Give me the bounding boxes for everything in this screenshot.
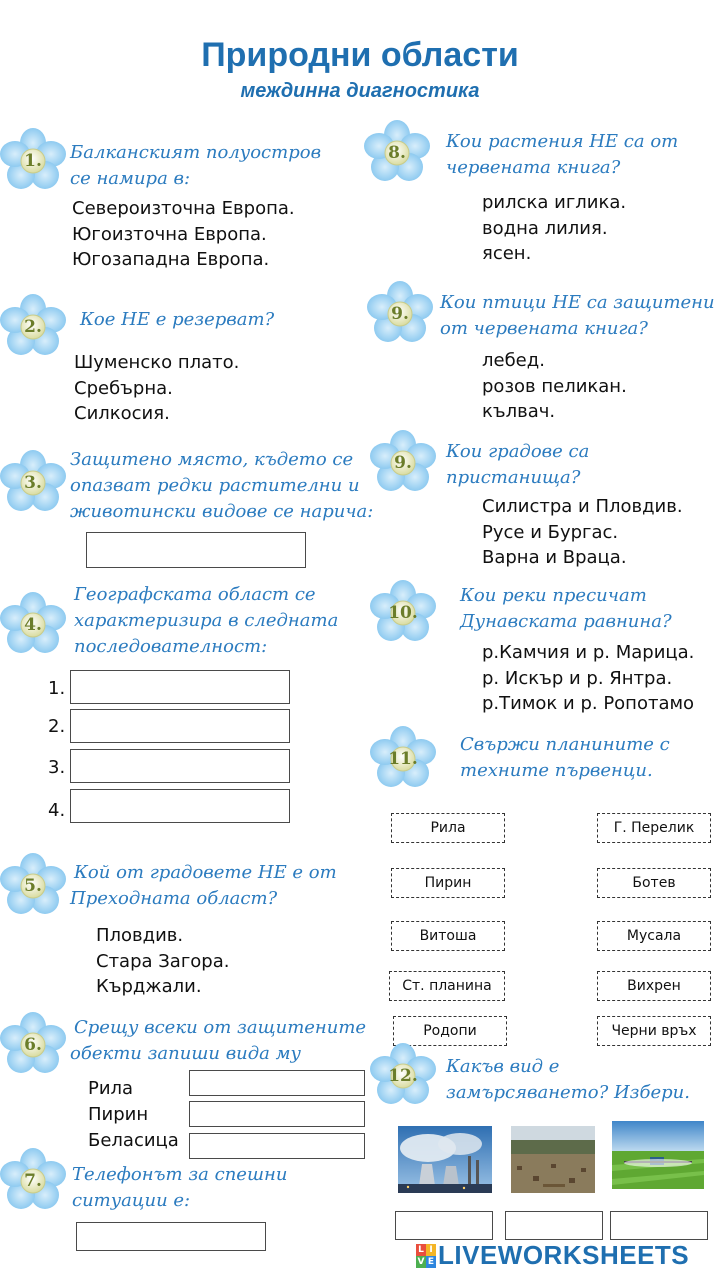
flower-number-icon	[370, 580, 436, 646]
answer-option[interactable]: Варна и Враца.	[482, 547, 627, 568]
sequence-input-3[interactable]	[70, 749, 290, 783]
sequence-number: 1.	[48, 678, 66, 699]
pollution-type-input-1[interactable]	[395, 1211, 493, 1240]
question-10-text	[460, 583, 672, 635]
crop-spraying-photo[interactable]	[612, 1121, 704, 1189]
question-7-text	[72, 1162, 287, 1214]
answer-option[interactable]: Силистра и Пловдив.	[482, 496, 683, 517]
liveworksheets-logo	[416, 1244, 436, 1268]
question-number: 3.	[24, 473, 42, 493]
answer-option[interactable]: лебед.	[482, 350, 545, 371]
object-type-input-rila[interactable]	[189, 1070, 365, 1096]
question-5-options	[96, 923, 229, 1000]
question-line: Защитено място, където се	[70, 449, 354, 470]
logo-letter: E	[427, 1257, 435, 1267]
answer-option[interactable]: Стара Загора.	[96, 950, 230, 972]
peak-card[interactable]: Черни връх	[597, 1016, 711, 1046]
object-type-input-pirin[interactable]	[189, 1101, 365, 1127]
answer-input[interactable]	[86, 532, 306, 568]
question-line: червената книга?	[446, 157, 621, 178]
question-number: 12.	[388, 1066, 418, 1086]
question-line: Кои растения НЕ са от	[446, 131, 679, 152]
question-number: 11.	[388, 749, 418, 769]
question-number: 9.	[391, 304, 409, 324]
question-number: 6.	[24, 1035, 42, 1055]
mountain-card[interactable]: Витоша	[391, 921, 505, 951]
answer-option[interactable]: ясен.	[482, 243, 532, 264]
peak-card[interactable]: Ботев	[597, 868, 711, 898]
mountain-card[interactable]: Ст. планина	[389, 971, 505, 1001]
peak-card[interactable]: Мусала	[597, 921, 711, 951]
question-9-text	[440, 290, 715, 342]
question-3-text	[70, 447, 373, 525]
question-9b-options	[482, 494, 683, 571]
flower-number-icon	[370, 430, 436, 496]
answer-option[interactable]: р.Тимок и р. Ропотамо	[482, 693, 695, 714]
factory-smoke-photo[interactable]	[398, 1126, 492, 1193]
question-1-options	[72, 196, 295, 273]
question-line: Кои реки пресичат	[460, 585, 647, 606]
question-line: Телефонът за спешни	[72, 1164, 288, 1185]
protected-object-label: Пирин	[88, 1104, 149, 1125]
answer-option[interactable]: Шуменско плато.	[74, 352, 240, 373]
answer-option[interactable]: р. Искър и р. Янтра.	[482, 667, 673, 689]
flower-number-icon	[367, 281, 433, 347]
page-subtitle: междинна диагностика	[240, 80, 480, 102]
answer-option[interactable]: водна лилия.	[482, 217, 608, 239]
answer-option[interactable]: Югоизточна Европа.	[72, 223, 267, 245]
peak-card[interactable]: Вихрен	[597, 971, 711, 1001]
flower-number-icon	[0, 1012, 66, 1078]
pollution-type-input-2[interactable]	[505, 1211, 603, 1240]
sequence-number: 3.	[48, 757, 66, 778]
question-2-options	[74, 350, 239, 427]
question-line: Срещу всеки от защитените	[74, 1017, 367, 1038]
question-line: замърсяването? Избери.	[446, 1082, 690, 1103]
question-line: Свържи планините с	[460, 734, 670, 755]
question-line: обекти запиши вида му	[70, 1043, 302, 1064]
peak-card[interactable]: Г. Перелик	[597, 813, 711, 843]
logo-letter: L	[416, 1244, 426, 1256]
flower-number-icon	[0, 450, 66, 516]
question-5-text	[70, 860, 337, 912]
question-line: Кои птици НЕ са защитени	[440, 292, 715, 313]
question-line: последователност:	[74, 636, 268, 657]
question-line: Кое НЕ е резерват?	[80, 309, 275, 330]
answer-option[interactable]: Силкосия.	[74, 403, 170, 424]
page-title: Природни области	[201, 36, 519, 74]
question-6-text	[70, 1015, 367, 1067]
sequence-input-4[interactable]	[70, 789, 290, 823]
answer-option[interactable]: Североизточна Европа.	[72, 198, 295, 219]
pollution-type-input-3[interactable]	[610, 1211, 708, 1240]
question-10-options	[482, 640, 694, 717]
question-line: се намира в:	[70, 168, 191, 189]
question-line: животински видове се нарича:	[70, 501, 374, 522]
question-2-text	[80, 307, 274, 333]
answer-option[interactable]: Кърджали.	[96, 976, 202, 997]
object-type-input-belasitsa[interactable]	[189, 1133, 365, 1159]
sequence-input-1[interactable]	[70, 670, 290, 704]
question-line: пристанища?	[446, 467, 581, 488]
sequence-number: 2.	[48, 716, 66, 737]
flower-number-icon	[364, 120, 430, 186]
flower-number-icon	[0, 853, 66, 919]
question-8-options	[482, 190, 626, 267]
question-number: 5.	[24, 876, 42, 896]
mountain-card[interactable]: Рила	[391, 813, 505, 843]
question-line: Преходната област?	[70, 888, 278, 909]
question-number: 9.	[394, 453, 412, 473]
answer-option[interactable]: Пловдив.	[96, 925, 184, 946]
question-number: 10.	[388, 603, 418, 623]
question-line: Географската област се	[74, 584, 316, 605]
brand-name: LIVEWORKSHEETS	[438, 1240, 690, 1270]
question-9-options	[482, 348, 627, 425]
flower-number-icon	[370, 726, 436, 792]
question-12-text	[446, 1054, 690, 1106]
protected-object-label: Рила	[88, 1078, 134, 1099]
question-line: от червената книга?	[440, 318, 648, 339]
question-number: 4.	[24, 615, 42, 635]
question-9b-text	[446, 439, 589, 491]
question-line: характеризира в следната	[74, 610, 339, 631]
flower-number-icon	[0, 1148, 66, 1214]
question-line: Кой от градовете НЕ е от	[74, 862, 337, 883]
answer-option[interactable]: Югозападна Европа.	[72, 249, 270, 270]
answer-option[interactable]: розов пеликан.	[482, 375, 627, 397]
question-line: Дунавската равнина?	[460, 611, 672, 632]
answer-option[interactable]: кълвач.	[482, 401, 556, 422]
answer-option[interactable]: р.Камчия и р. Марица.	[482, 642, 695, 663]
flower-number-icon	[0, 294, 66, 360]
question-4-text	[74, 582, 338, 660]
question-line: Кои градове са	[446, 441, 590, 462]
logo-letter: I	[426, 1244, 436, 1256]
answer-option[interactable]: рилска иглика.	[482, 192, 627, 213]
question-line: опазват редки растителни и	[70, 475, 360, 496]
emergency-phone-input[interactable]	[76, 1222, 266, 1251]
flower-number-icon	[370, 1043, 436, 1109]
cut-forest-photo[interactable]	[511, 1126, 595, 1193]
question-line: Какъв вид е	[446, 1056, 560, 1077]
flower-number-icon	[0, 592, 66, 658]
question-line: техните първенци.	[460, 760, 653, 781]
sequence-number: 4.	[48, 800, 66, 821]
answer-option[interactable]: Русе и Бургас.	[482, 521, 619, 543]
question-number: 7.	[24, 1171, 42, 1191]
question-line: Балканският полуостров	[70, 142, 322, 163]
question-line: ситуации е:	[72, 1190, 191, 1211]
question-11-text	[460, 732, 670, 784]
flower-number-icon	[0, 128, 66, 194]
question-8-text	[446, 129, 678, 181]
question-number: 1.	[24, 151, 42, 171]
mountain-card[interactable]: Родопи	[393, 1016, 507, 1046]
question-number: 8.	[388, 143, 406, 163]
logo-letter: V	[417, 1257, 425, 1267]
mountain-card[interactable]: Пирин	[391, 868, 505, 898]
sequence-input-2[interactable]	[70, 709, 290, 743]
question-1-text	[70, 140, 321, 192]
question-number: 2.	[24, 317, 42, 337]
answer-option[interactable]: Сребърна.	[74, 377, 173, 399]
protected-object-label: Беласица	[88, 1130, 179, 1151]
